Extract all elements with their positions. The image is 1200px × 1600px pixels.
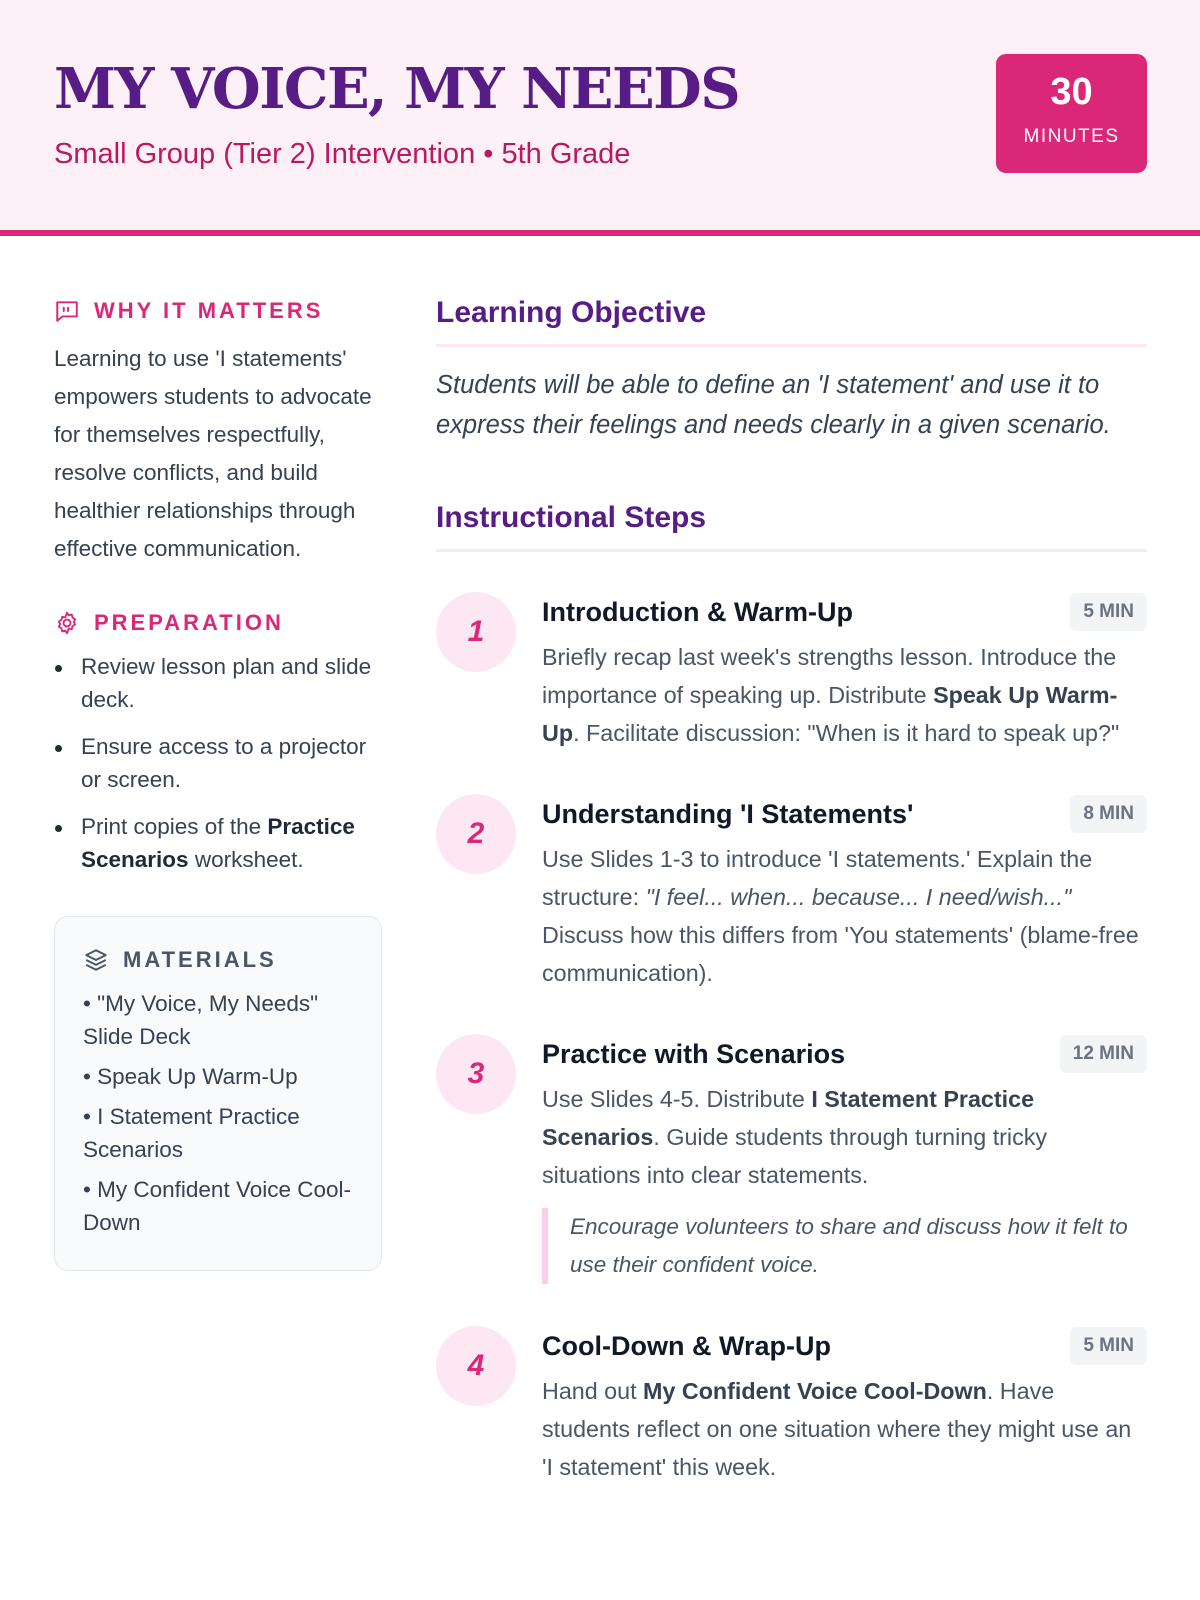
duration-badge	[996, 54, 1147, 173]
gear-icon	[54, 610, 80, 636]
list-item: • Speak Up Warm-Up	[83, 1064, 298, 1089]
step-number: 1	[436, 592, 516, 672]
step-duration-badge: 5 MIN	[1070, 593, 1147, 631]
step-body	[542, 1326, 1147, 1486]
list-item-text: Print copies of the	[81, 814, 268, 839]
step-header	[542, 1034, 1147, 1074]
duration-unit: MINUTES	[1023, 126, 1120, 147]
step-tip: Encourage volunteers to share and discuss how it felt to use their confident voice.	[542, 1208, 1147, 1284]
list-item	[54, 650, 384, 716]
why-it-matters-text: Learning to use 'I statements' empowers students to advocate for themselves respectfully, resolve conflicts, and build healthier relationships through effective communication.	[54, 346, 372, 561]
step-desc-bold: Speak Up Warm-Up	[542, 682, 1118, 746]
step-description	[542, 638, 1147, 752]
main-content	[436, 296, 1147, 1486]
step-desc-text: . Facilitate discussion: "When is it hard to speak up?"	[573, 720, 1120, 746]
step-title: Cool-Down & Wrap-Up	[542, 1330, 831, 1361]
step-1	[436, 592, 1147, 752]
step-desc-text: . Have students reflect on one situation where they might use an 'I statement' this week.	[542, 1378, 1132, 1480]
step-body	[542, 1034, 1147, 1284]
step-title: Understanding 'I Statements'	[542, 798, 914, 829]
step-header	[542, 794, 1147, 834]
step-duration-badge: 5 MIN	[1070, 1327, 1147, 1365]
page-subtitle: Small Group (Tier 2) Intervention • 5th Grade	[54, 138, 631, 170]
chat-bubble-icon	[54, 298, 80, 324]
materials-list	[83, 987, 357, 1239]
step-description	[542, 1080, 1147, 1194]
preparation-heading	[54, 608, 384, 638]
step-2	[436, 794, 1147, 992]
step-desc-text: Use Slides 1-3 to introduce 'I statements.' Explain the structure:	[542, 846, 1093, 910]
step-number: 4	[436, 1326, 516, 1406]
sidebar	[54, 296, 384, 1271]
step-header	[542, 592, 1147, 632]
duration-value: 30	[1050, 71, 1093, 113]
step-desc-text: . Guide students through turning tricky situations into clear statements.	[542, 1124, 1048, 1188]
step-3	[436, 1034, 1147, 1284]
preparation-list	[54, 650, 384, 876]
why-it-matters-heading	[54, 296, 384, 326]
step-description	[542, 1372, 1147, 1486]
step-description	[542, 840, 1147, 992]
list-item: • My Confident Voice Cool-Down	[83, 1177, 352, 1235]
preparation-label: PREPARATION	[94, 610, 284, 635]
list-item-text: Ensure access to a projector or screen.	[81, 734, 367, 792]
step-body	[542, 794, 1147, 992]
step-desc-bold: I Statement Practice Scenarios	[542, 1086, 1035, 1150]
list-item-text: Review lesson plan and slide deck.	[81, 654, 372, 712]
materials-card	[54, 916, 382, 1271]
steps-heading: Instructional Steps	[436, 501, 1147, 552]
objective-text: Students will be able to define an 'I statement' and use it to express their feelings and needs clearly in a given scenario.	[436, 371, 1111, 439]
step-4	[436, 1326, 1147, 1486]
why-it-matters-section	[54, 296, 384, 568]
list-item: • I Statement Practice Scenarios	[83, 1104, 300, 1162]
step-title: Practice with Scenarios	[542, 1038, 846, 1069]
step-header	[542, 1326, 1147, 1366]
step-number: 3	[436, 1034, 516, 1114]
preparation-section	[54, 608, 384, 876]
list-item-text-after: worksheet.	[188, 847, 304, 872]
list-item	[54, 730, 384, 796]
step-title: Introduction & Warm-Up	[542, 596, 853, 627]
steps-list	[436, 592, 1147, 1486]
step-desc-bold: My Confident Voice Cool-Down	[643, 1378, 987, 1404]
materials-heading	[83, 945, 357, 975]
objective-heading: Learning Objective	[436, 296, 1147, 347]
lesson-header	[0, 0, 1200, 236]
step-desc-text: Hand out	[542, 1378, 644, 1404]
list-item-bold: Practice Scenarios	[81, 814, 355, 872]
materials-label: MATERIALS	[123, 947, 277, 972]
step-desc-text: Briefly recap last week's strengths lesson. Introduce the importance of speaking up. Distribute	[542, 644, 1117, 708]
page-title: MY VOICE, MY NEEDS	[54, 56, 740, 122]
list-item: • "My Voice, My Needs" Slide Deck	[83, 991, 319, 1049]
step-duration-badge: 8 MIN	[1070, 795, 1147, 833]
step-duration-badge: 12 MIN	[1060, 1035, 1147, 1073]
list-item	[54, 810, 384, 876]
why-it-matters-label: WHY IT MATTERS	[94, 298, 324, 323]
step-desc-text: Use Slides 4-5. Distribute	[542, 1086, 812, 1112]
step-desc-text: Discuss how this differs from 'You statements' (blame-free communication).	[542, 922, 1139, 986]
step-number: 2	[436, 794, 516, 874]
step-desc-italic: "I feel... when... because... I need/wish..."	[645, 884, 1072, 910]
step-body	[542, 592, 1147, 752]
layers-icon	[83, 947, 109, 973]
